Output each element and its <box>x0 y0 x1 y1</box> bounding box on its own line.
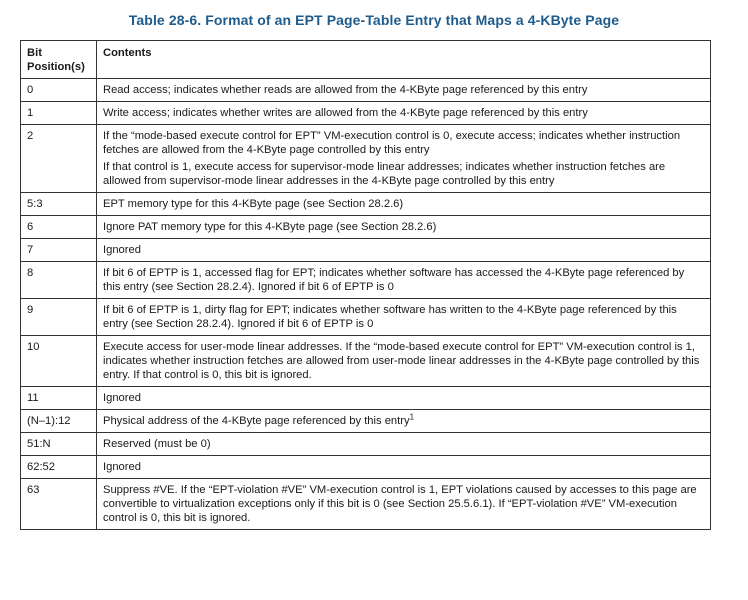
contents-cell <box>97 125 711 193</box>
contents-paragraph <box>103 83 704 97</box>
contents-cell <box>97 336 711 387</box>
contents-text: Physical address of the 4-KByte page referenced by this entry <box>103 415 410 427</box>
table-row <box>21 456 711 479</box>
header-contents: Contents <box>97 41 711 79</box>
bit-position-cell: 63 <box>21 479 97 530</box>
bit-position-cell: 7 <box>21 239 97 262</box>
contents-cell <box>97 387 711 410</box>
table-row <box>21 387 711 410</box>
bit-position-cell: 62:52 <box>21 456 97 479</box>
table-row <box>21 216 711 239</box>
contents-paragraph <box>103 483 704 525</box>
table-row <box>21 410 711 433</box>
contents-paragraph <box>103 437 704 451</box>
contents-paragraph <box>103 129 704 157</box>
bit-position-cell: 5:3 <box>21 193 97 216</box>
table-row <box>21 102 711 125</box>
contents-text: Ignored <box>103 461 141 473</box>
contents-text: Ignored <box>103 392 141 404</box>
contents-cell <box>97 102 711 125</box>
table-row <box>21 479 711 530</box>
table-row <box>21 299 711 336</box>
contents-paragraph <box>103 340 704 382</box>
table-row <box>21 336 711 387</box>
table-row <box>21 433 711 456</box>
ept-entry-table <box>20 40 711 530</box>
contents-cell <box>97 262 711 299</box>
bit-position-cell: (N–1):12 <box>21 410 97 433</box>
contents-paragraph <box>103 391 704 405</box>
contents-cell <box>97 410 711 433</box>
contents-text: Ignored <box>103 244 141 256</box>
contents-text: Execute access for user-mode linear addresses. If the “mode-based execute control for EPT” VM-execution control is 1, indicates whether instruction fetches are allowed from user-mode linear addresses in the 4-KByte page controlled by this entry. If that control is 0, this bit is ignored. <box>103 341 700 381</box>
contents-text: If bit 6 of EPTP is 1, dirty flag for EPT; indicates whether software has written to the 4-KByte page referenced by this entry (see Section 28.2.4). Ignored if bit 6 of EPTP is 0 <box>103 304 677 330</box>
table-caption: Table 28-6. Format of an EPT Page-Table Entry that Maps a 4-KByte Page <box>128 12 620 28</box>
table-row <box>21 125 711 193</box>
table-row <box>21 262 711 299</box>
contents-paragraph <box>103 197 704 211</box>
contents-paragraph <box>103 220 704 234</box>
contents-cell <box>97 239 711 262</box>
contents-text: Read access; indicates whether reads are allowed from the 4-KByte page referenced by this entry <box>103 84 588 96</box>
contents-text: Write access; indicates whether writes are allowed from the 4-KByte page referenced by this entry <box>103 107 588 119</box>
table-body <box>21 79 711 530</box>
contents-text: If the “mode-based execute control for EPT” VM-execution control is 0, execute access; indicates whether instruction fetches are allowed from the 4-KByte page controlled by this entry <box>103 130 681 156</box>
header-bit-position: Bit Position(s) <box>21 41 97 79</box>
contents-cell <box>97 193 711 216</box>
contents-text: Reserved (must be 0) <box>103 438 211 450</box>
table-header-row <box>21 41 711 79</box>
bit-position-cell: 9 <box>21 299 97 336</box>
contents-text: EPT memory type for this 4-KByte page (see Section 28.2.6) <box>103 198 404 210</box>
contents-paragraph <box>103 414 704 428</box>
contents-cell <box>97 299 711 336</box>
contents-paragraph <box>103 266 704 294</box>
contents-text: Suppress #VE. If the “EPT-violation #VE” VM-execution control is 1, EPT violations caused by accesses to this page are convertible to virtualization exceptions only if this bit is 0 (see Section 25.5.6.1). If “EPT-violation #VE” VM-execution control is 0, this bit is ignored. <box>103 484 697 524</box>
contents-cell <box>97 456 711 479</box>
bit-position-cell: 6 <box>21 216 97 239</box>
contents-cell <box>97 79 711 102</box>
contents-text: If bit 6 of EPTP is 1, accessed flag for EPT; indicates whether software has accessed the 4-KByte page referenced by this entry (see Section 28.2.4). Ignored if bit 6 of EPTP is 0 <box>103 267 685 293</box>
contents-text: If that control is 1, execute access for supervisor-mode linear addresses; indicates whether instruction fetches are allowed from supervisor-mode linear addresses in the 4-KByte page controlled by this entry <box>103 161 666 187</box>
bit-position-cell: 51:N <box>21 433 97 456</box>
contents-paragraph <box>103 106 704 120</box>
bit-position-cell: 0 <box>21 79 97 102</box>
contents-cell <box>97 479 711 530</box>
bit-position-cell: 8 <box>21 262 97 299</box>
contents-paragraph <box>103 243 704 257</box>
footnote-marker: 1 <box>409 412 415 422</box>
bit-position-cell: 2 <box>21 125 97 193</box>
contents-cell <box>97 433 711 456</box>
contents-cell <box>97 216 711 239</box>
contents-paragraph <box>103 303 704 331</box>
table-row <box>21 239 711 262</box>
bit-position-cell: 10 <box>21 336 97 387</box>
table-row <box>21 193 711 216</box>
bit-position-cell: 11 <box>21 387 97 410</box>
contents-paragraph <box>103 160 704 188</box>
bit-position-cell: 1 <box>21 102 97 125</box>
table-row <box>21 79 711 102</box>
contents-text: Ignore PAT memory type for this 4-KByte page (see Section 28.2.6) <box>103 221 437 233</box>
contents-paragraph <box>103 460 704 474</box>
